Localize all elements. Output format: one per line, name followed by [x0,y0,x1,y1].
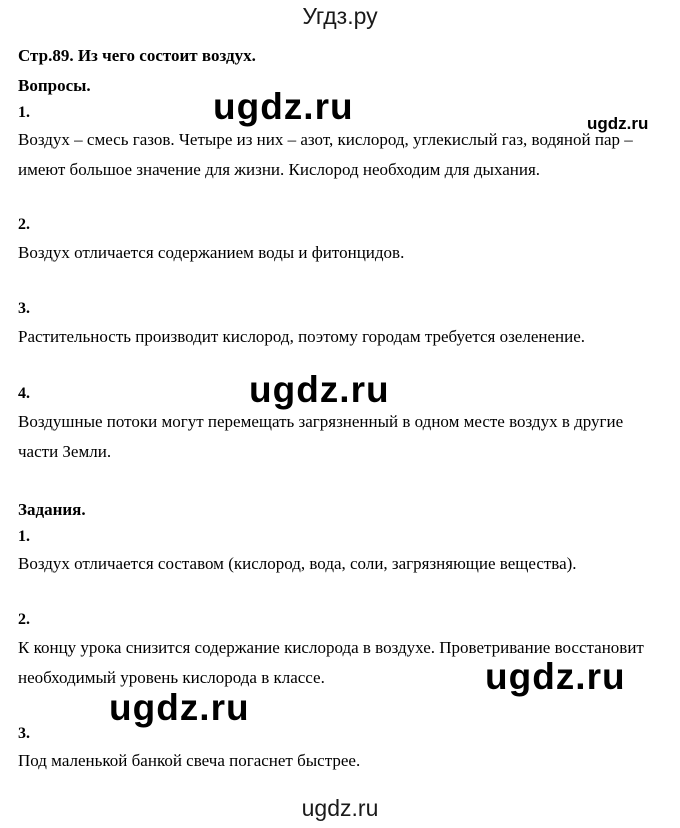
page-title: Стр.89. Из чего состоит воздух. [18,46,256,65]
question-1-number: 1. [18,104,30,121]
watermark-5: ugdz.ru [109,687,250,728]
task-2-number: 2. [18,611,30,628]
question-2-number: 2. [18,216,30,233]
watermark-2: ugdz.ru [587,114,649,133]
question-1-answer: Воздух – смесь газов. Четыре из них – азот, кислород, углекислый газ, водяной пар – имеют большое значение для жизни. Кислород необходим для дыхания. [18,130,633,179]
question-4-number: 4. [18,385,30,402]
task-3-number: 3. [18,725,30,742]
question-3-number: 3. [18,300,30,317]
task-1-number: 1. [18,528,30,545]
task-2-answer: К концу урока снизится содержание кислорода в воздухе. Проветривание восстановит необходимый уровень кислорода в классе. [18,638,644,687]
watermark-1: ugdz.ru [213,86,354,127]
question-4-answer: Воздушные потоки могут перемещать загрязненный в одном месте воздух в другие части Земли. [18,412,624,461]
watermark-4: ugdz.ru [485,656,626,697]
site-footer: ugdz.ru [301,795,379,821]
question-3-answer: Растительность производит кислород, поэтому городам требуется озеленение. [18,327,586,346]
tasks-heading: Задания. [18,500,86,519]
site-header: Угдз.ру [302,3,378,29]
watermark-3: ugdz.ru [249,369,390,410]
task-1-answer: Воздух отличается составом (кислород, вода, соли, загрязняющие вещества). [18,554,577,573]
task-3-answer: Под маленькой банкой свеча погаснет быстрее. [18,751,361,770]
question-2-answer: Воздух отличается содержанием воды и фитонцидов. [18,243,405,262]
questions-heading: Вопросы. [18,76,91,95]
